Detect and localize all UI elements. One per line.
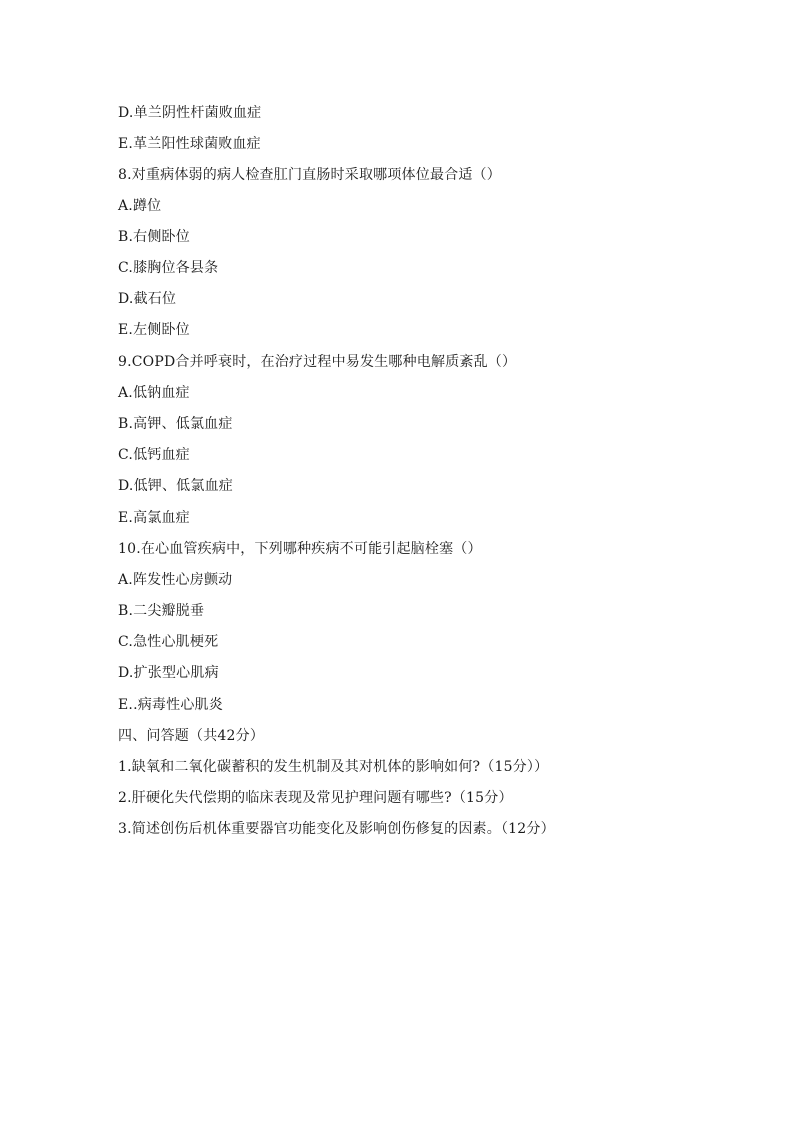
option-d-q8: D.截石位: [118, 291, 177, 307]
question-8: 8.对重病体弱的病人检查肛门直肠时采取哪项体位最合适（）: [118, 167, 501, 183]
essay-question-2: 2.肝硬化失代偿期的临床表现及常见护理问题有哪些?（15分）: [118, 790, 513, 806]
option-a-q8: A.蹲位: [118, 198, 162, 214]
option-d-q7: D.单兰阴性杆菌败血症: [118, 105, 262, 121]
option-b-q9: B.高钾、低氯血症: [118, 416, 233, 432]
question-9: 9.COPD合并呼衰时，在治疗过程中易发生哪种电解质紊乱（）: [118, 354, 517, 370]
essay-question-3: 3.简述创伤后机体重要器官功能变化及影响创伤修复的因素。（12分）: [118, 821, 555, 837]
option-b-q10: B.二尖瓣脱垂: [118, 603, 205, 619]
option-e-q9: E.高氯血症: [118, 510, 190, 526]
option-b-q8: B.右侧卧位: [118, 229, 190, 245]
option-e-q8: E.左侧卧位: [118, 322, 190, 338]
option-d-q10: D.扩张型心肌病: [118, 665, 219, 681]
option-d-q9: D.低钾、低氯血症: [118, 478, 233, 494]
option-c-q10: C.急性心肌梗死: [118, 634, 219, 650]
question-10: 10.在心血管疾病中，下列哪种疾病不可能引起脑栓塞（）: [118, 541, 482, 557]
option-e-q7: E.革兰阳性球菌败血症: [118, 136, 261, 152]
option-c-q8: C.膝胸位各县条: [118, 260, 219, 276]
section-heading: 四、问答题（共42分）: [118, 728, 265, 744]
option-a-q10: A.阵发性心房颤动: [118, 572, 233, 588]
option-c-q9: C.低钙血症: [118, 447, 190, 463]
option-a-q9: A.低钠血症: [118, 385, 190, 401]
option-e-q10: E..病毒性心肌炎: [118, 697, 223, 713]
essay-question-1: 1.缺氧和二氧化碳蓄积的发生机制及其对机体的影响如何?（15分））: [118, 759, 549, 775]
